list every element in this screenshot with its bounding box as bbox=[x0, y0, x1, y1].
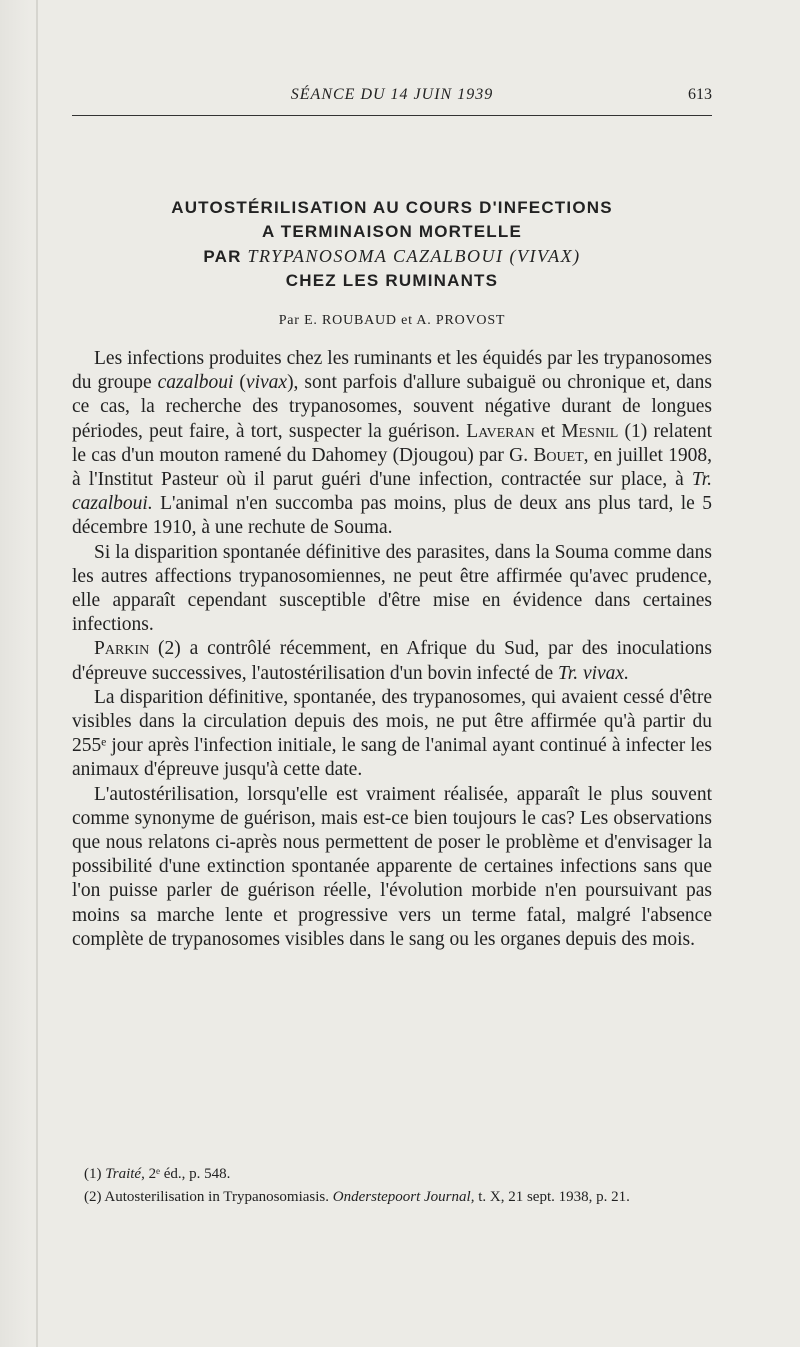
footnotes bbox=[72, 1163, 712, 1209]
footnote-2-text-a: Autosterilisation in Trypanosomiasis. bbox=[104, 1189, 333, 1205]
paragraph-2: Si la disparition spontanée définitive des parasites, dans la Souma comme dans les autres affections trypanosomiennes, ne peut être affirmée qu'avec prudence, elle apparaît cependant susceptible d'être mise en évidence dans certaines infections. bbox=[72, 541, 712, 636]
p1-tr-cazalboui: Tr. cazalboui. bbox=[72, 469, 712, 515]
page-binding-line bbox=[36, 0, 38, 1347]
p3-text-a: (2) a contrôlé récemment, en Afrique du Sud, par des inoculations d'épreuve successives, l'autostérilisation d'un bovin infecté de bbox=[72, 638, 712, 684]
title-line-3-species: TRYPANOSOMA CAZALBOUI (VIVAX) bbox=[247, 246, 581, 266]
page-number: 613 bbox=[688, 86, 712, 103]
p3-parkin: Parkin bbox=[94, 638, 150, 660]
footnote-1 bbox=[72, 1163, 712, 1186]
article-title bbox=[72, 196, 712, 293]
footnote-2-journal: Onderstepoort Journal, bbox=[332, 1189, 475, 1205]
paragraph-3 bbox=[72, 637, 712, 685]
running-title: SÉANCE DU 14 JUIN 1939 bbox=[290, 86, 494, 103]
p1-cazalboui: cazalboui bbox=[157, 372, 234, 394]
footnote-2-number: (2) bbox=[84, 1189, 105, 1205]
title-line-3-prefix: PAR bbox=[203, 247, 242, 266]
p1-vivax: vivax bbox=[245, 372, 288, 394]
p1-text-a: Les infections produites chez les ruminants et les équidés par les trypanosomes du groupe bbox=[72, 348, 712, 394]
p1-text-f: , en juillet 1908, à l'Institut Pasteur où il parut guéri d'une infection, contractée sur place, à bbox=[72, 444, 712, 491]
title-line-1: AUTOSTÉRILISATION AU COURS D'INFECTIONS bbox=[171, 198, 613, 217]
running-head bbox=[72, 86, 712, 110]
p1-text-g: L'animal n'en succomba pas moins, plus de deux ans plus tard, le 5 décembre 1910, à une rechute de Souma. bbox=[72, 493, 712, 539]
header-rule bbox=[72, 115, 712, 116]
footnote-1-text: , 2ᵉ éd., p. 548. bbox=[141, 1166, 231, 1182]
p1-text-b: ( bbox=[233, 372, 246, 394]
p1-text-d: et bbox=[534, 420, 562, 442]
article-authors: Par E. ROUBAUD et A. PROVOST bbox=[278, 313, 506, 328]
article-body bbox=[72, 347, 712, 952]
title-line-2: A TERMINAISON MORTELLE bbox=[262, 222, 522, 241]
p1-bouet: Bouet bbox=[533, 444, 584, 466]
title-line-3 bbox=[72, 244, 712, 269]
p1-laveran: Laveran bbox=[466, 420, 535, 442]
paragraph-5: L'autostérilisation, lorsqu'elle est vraiment réalisée, apparaît le plus souvent comme synonyme de guérison, mais est-ce bien toujours le cas? Les observations que nous relatons ci-après nous permettent de poser le problème et d'envisager la possibilité d'une extinction spontanée apparente de certaines infections sans que l'on puisse parler de guérison réelle, l'évolution morbide n'en poursuivant pas moins sa marche lente et progressive vers un terme fatal, malgré l'absence complète de trypanosomes visibles dans le sang ou les organes depuis des mois. bbox=[72, 783, 712, 950]
footnote-2-text-b: t. X, 21 sept. 1938, p. 21. bbox=[474, 1189, 630, 1205]
paragraph-1 bbox=[72, 347, 712, 541]
footnote-2 bbox=[72, 1186, 712, 1209]
p1-text-c: ), sont parfois d'allure subaiguë ou chronique et, dans ce cas, la recherche des trypanosomes, souvent négative durant de longues périodes, peut faire, à tort, suspecter la guérison. bbox=[72, 372, 713, 442]
footnote-1-title: Traité bbox=[105, 1166, 142, 1182]
page-binding-edge bbox=[0, 0, 30, 1347]
p3-tr-vivax: Tr. vivax. bbox=[558, 662, 629, 684]
paragraph-4: La disparition définitive, spontanée, des trypanosomes, qui avaient cessé d'être visibles dans la circulation depuis des mois, ne put être affirmée qu'à partir du 255ᵉ jour après l'infection initiale, le sang de l'animal ayant continué à infecter les animaux d'épreuve jusqu'à cette date. bbox=[72, 686, 712, 781]
p1-mesnil: Mesnil bbox=[561, 420, 619, 442]
p1-text-e: (1) relatent le cas d'un mouton ramené du Dahomey (Djougou) par G. bbox=[72, 420, 712, 466]
footnote-1-number: (1) bbox=[84, 1166, 106, 1182]
title-line-4: CHEZ LES RUMINANTS bbox=[285, 271, 499, 290]
